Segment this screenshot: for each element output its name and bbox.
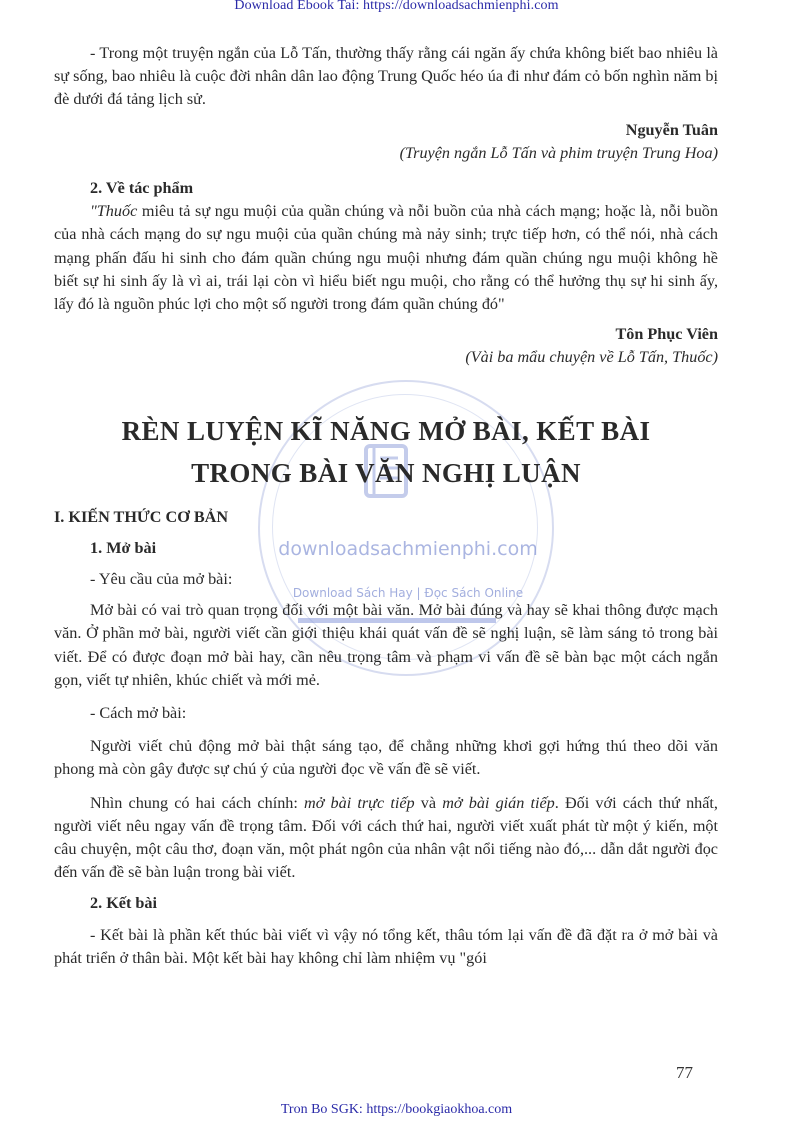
- quote-nguyen-tuan: - Trong một truyện ngắn của Lỗ Tấn, thường thấy rằng cái ngăn ấy chứa không biết bao nhiêu là sự sống, bao nhiêu là cuộc đời nhân dân lao động Trung Quốc héo úa đi như đám cỏ bốn nghìn năm bị đè dưới đá tảng lịch sử.: [54, 44, 718, 109]
- quote-author: Nguyễn Tuân: [625, 120, 718, 139]
- quote-text: miêu tả sự ngu muội của quần chúng và nỗi buồn của nhà cách mạng; hoặc là, nỗi buồn của nhà cách mạng do sự ngu muội của quần chúng mà nảy sinh; trực tiếp hơn, có thể nói, nhà cách mạng phấn đấu hi sinh cho đám quần chúng ngu muội nhưng đám quần chúng ngu muội không hề biết sự hi sinh ấy là vì ai, trái lại còn vì hiểu biết ngu muội, cho rằng có thể hưởng thụ sự hi sinh ấy, lấy đó là nguồn phúc lợi cho một số người trong đám quần chúng đó": [54, 202, 718, 314]
- term-mo-bai-truc-tiep: mở bài trực tiếp: [304, 793, 415, 812]
- header-download-link[interactable]: Download Ebook Tai: https://downloadsachmienphi.com: [234, 0, 559, 13]
- paragraph-ket-bai: - Kết bài là phần kết thúc bài viết vì vậy nó tổng kết, thâu tóm lại vấn đề đã đặt ra ở mở bài và phát triển ở thân bài. Một kết bài hay không chỉ làm nhiệm vụ "gói: [54, 925, 718, 967]
- page-number: 77: [676, 1063, 693, 1082]
- paragraph-cach-mo-bai: Người viết chủ động mở bài thật sáng tạo, để chẳng những khơi gợi hứng thú theo dõi văn phong mà còn gây được sự chú ý của người đọc về vấn đề sẽ viết.: [54, 737, 718, 779]
- section-heading-tac-pham: 2. Về tác phẩm: [90, 179, 194, 198]
- footer-sgk-link[interactable]: Tron Bo SGK: https://bookgiaokhoa.com: [280, 1102, 513, 1117]
- text-part: . Đối với cách thứ nhất, người viết nêu ngay vấn đề trọng tâm. Đối với cách thứ hai, người viết xuất phát từ một ý kiến, một câu chuyện, một câu thơ, đoạn văn, một phát ngôn của nhân vật nổi tiếng nào đó,... dẫn dắt người đọc đến vấn đề sẽ bàn luận trong bài viết.: [54, 793, 718, 882]
- label-cach-mo-bai: - Cách mở bài:: [90, 704, 187, 723]
- subheading-ket-bai: 2. Kết bài: [90, 894, 157, 913]
- chapter-title: [54, 410, 718, 494]
- work-title: "Thuốc: [90, 202, 138, 221]
- label-yeu-cau: - Yêu cầu của mở bài:: [90, 570, 233, 589]
- watermark-tagline: Download Sách Hay | Đọc Sách Online: [292, 586, 524, 600]
- quote-author-2: Tôn Phục Viên: [615, 325, 718, 344]
- quote-ton-phuc-vien: [54, 200, 718, 316]
- quote-source-2: (Vài ba mẩu chuyện về Lỗ Tấn, Thuốc): [465, 348, 718, 367]
- quote-source: (Truyện ngắn Lỗ Tấn và phim truyện Trung Hoa): [399, 143, 718, 162]
- text-part: và: [414, 793, 443, 812]
- chapter-title-line2: TRONG BÀI VĂN NGHỊ LUẬN: [191, 457, 581, 488]
- chapter-title-line1: RÈN LUYỆN KĨ NĂNG MỞ BÀI, KẾT BÀI: [121, 415, 651, 446]
- page-content: [54, 42, 718, 970]
- paragraph-yeu-cau: Mở bài có vai trò quan trọng đối với một bài văn. Mở bài đúng và hay sẽ khai thông được mạch văn. Ở phần mở bài, người viết cần giới thiệu khái quát vấn đề sẽ nghị luận, sẽ làm sáng tỏ trong bài viết. Để có được đoạn mở bài hay, cần nêu trọng tâm và phạm vi vấn đề sẽ bàn bạc một cách ngắn gọn, viết tự nhiên, khúc chiết và mới mẻ.: [54, 601, 718, 689]
- section-heading-kien-thuc: I. KIẾN THỨC CƠ BẢN: [54, 507, 229, 526]
- text-part: Nhìn chung có hai cách chính:: [90, 793, 305, 812]
- term-mo-bai-gian-tiep: mở bài gián tiếp: [442, 793, 555, 812]
- paragraph-hai-cach: [54, 792, 718, 885]
- subheading-mo-bai: 1. Mở bài: [90, 538, 157, 557]
- watermark-site: downloadsachmienphi.com: [278, 538, 538, 560]
